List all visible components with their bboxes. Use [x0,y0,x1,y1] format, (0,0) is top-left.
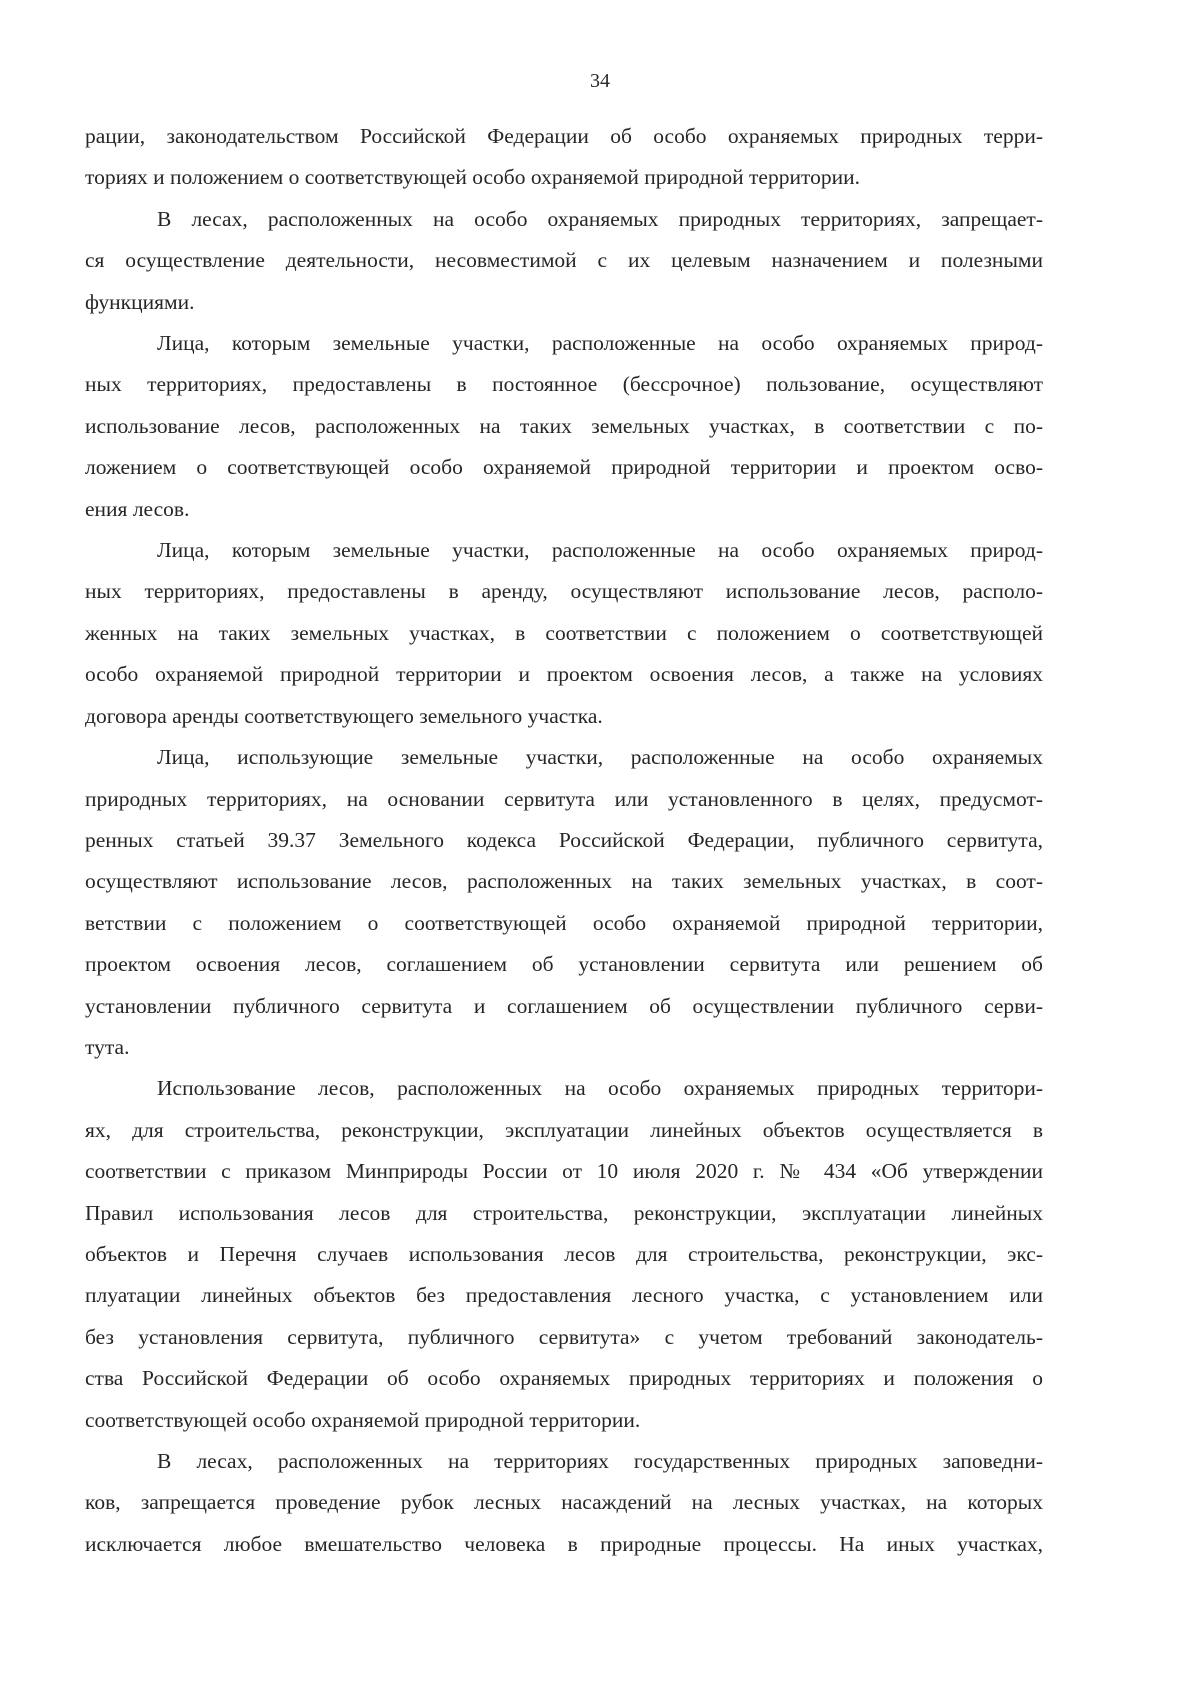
text-line: ях, для строительства, реконструкции, эксплуатации линейных объектов осуществляется в [85,1117,1043,1142]
text-line: ториях и положением о соответствующей особо охраняемой природной территории. [85,165,860,190]
text-line: ся осуществление деятельности, несовместимой с их целевым назначением и полезными [85,248,1043,273]
text-line: договора аренды соответствующего земельного участка. [85,703,603,728]
paragraph [85,116,1043,199]
text-line: без установления сервитута, публичного сервитута» с учетом требований законодатель- [85,1324,1043,1349]
text-line: В лесах, расположенных на территориях государственных природных заповедни- [157,1449,1043,1473]
text-line: Правил использования лесов для строительства, реконструкции, эксплуатации линейных [85,1200,1043,1225]
text-line: использование лесов, расположенных на таких земельных участках, в соответствии с по- [85,413,1043,438]
text-line: рации, законодательством Российской Федерации об особо охраняемых природных терри- [85,124,1043,148]
text-line: Лица, использующие земельные участки, расположенные на особо охраняемых [157,745,1043,770]
text-line: ения лесов. [85,496,190,521]
text-line: ветствии с положением о соответствующей особо охраняемой природной территории, [85,910,1043,935]
document-body [85,116,1043,1565]
paragraph [85,323,1043,530]
text-line: Использование лесов, расположенных на особо охраняемых природных территори- [157,1076,1043,1101]
text-line: объектов и Перечня случаев использования лесов для строительства, реконструкции, экс- [85,1241,1043,1266]
text-line: ренных статьей 39.37 Земельного кодекса Российской Федерации, публичного сервитута, [85,827,1043,852]
text-line: ных территориях, предоставлены в аренду, осуществляют использование лесов, располо- [85,579,1043,604]
text-line: соответствующей особо охраняемой природной территории. [85,1407,641,1432]
text-line: тута. [85,1034,130,1059]
page-number: 34 [590,70,610,92]
text-line: осуществляют использование лесов, расположенных на таких земельных участках, в соот- [85,869,1043,894]
text-line: соответствии с приказом Минприроды России от 10 июля 2020 г. № 434 «Об утверждении [85,1159,1043,1184]
paragraph [85,1441,1043,1565]
text-line: В лесах, расположенных на особо охраняемых природных территориях, запрещает- [157,206,1043,231]
text-line: установлении публичного сервитута и соглашением об осуществлении публичного серви- [85,993,1043,1018]
text-line: ков, запрещается проведение рубок лесных насаждений на лесных участках, на которых [85,1490,1043,1515]
text-line: исключается любое вмешательство человека в природные процессы. На иных участках, [85,1531,1043,1556]
text-line: ложением о соответствующей особо охраняемой природной территории и проектом осво- [85,455,1043,480]
paragraph [85,530,1043,737]
text-line: Лица, которым земельные участки, расположенные на особо охраняемых природ- [157,331,1043,356]
text-line: ных территориях, предоставлены в постоянное (бессрочное) пользование, осуществляют [85,372,1043,397]
text-line: функциями. [85,289,195,314]
paragraph [85,1068,1043,1441]
text-line: проектом освоения лесов, соглашением об установлении сервитута или решением об [85,952,1043,977]
paragraph [85,199,1043,323]
text-line: плуатации линейных объектов без предоставления лесного участка, с установлением или [85,1283,1043,1308]
text-line: Лица, которым земельные участки, расположенные на особо охраняемых природ- [157,538,1043,563]
text-line: ства Российской Федерации об особо охраняемых природных территориях и положения о [85,1366,1043,1391]
text-line: женных на таких земельных участках, в соответствии с положением о соответствующей [85,620,1043,645]
text-line: природных территориях, на основании сервитута или установленного в целях, предусмот- [85,786,1043,811]
paragraph [85,737,1043,1068]
text-line: особо охраняемой природной территории и проектом освоения лесов, а также на условиях [85,662,1043,687]
